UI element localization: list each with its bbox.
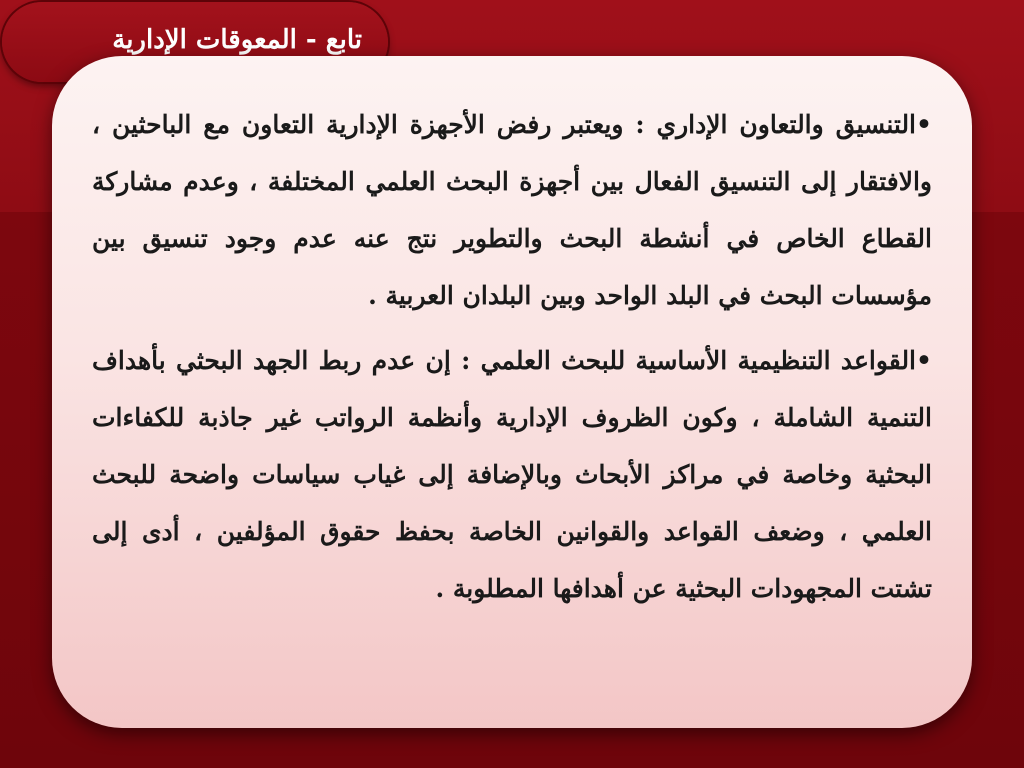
bullet-paragraph-1 (92, 96, 932, 324)
bullet-paragraph-2 (92, 332, 932, 617)
content-body (92, 96, 932, 716)
paragraph-text: التنسيق والتعاون الإداري : ويعتبر رفض الأجهزة الإدارية التعاون مع الباحثين ، والافتقار إلى التنسيق الفعال بين أجهزة البحث العلمي المختلفة ، وعدم مشاركة القطاع الخاص في أنشطة البحث والتطوير نتج عنه عدم وجود تنسيق بين مؤسسات البحث في البلد الواحد وبين البلدان العربية . (92, 110, 932, 310)
bullet-dot: • (916, 346, 932, 375)
paragraph-text: القواعد التنظيمية الأساسية للبحث العلمي : إن عدم ربط الجهد البحثي بأهداف التنمية الشاملة ، وكون الظروف الإدارية وأنظمة الرواتب غير جاذبة للكفاءات البحثية وخاصة في مراكز الأبحاث وبالإضافة إلى غياب سياسات واضحة للبحث العلمي ، وضعف القواعد والقوانين الخاصة بحفظ حقوق المؤلفين ، أدى إلى تشتت المجهودات البحثية عن أهدافها المطلوبة . (92, 346, 932, 603)
slide-title: تابع - المعوقات الإدارية (112, 25, 362, 55)
content-card (52, 56, 972, 728)
bullet-dot: • (916, 110, 932, 139)
